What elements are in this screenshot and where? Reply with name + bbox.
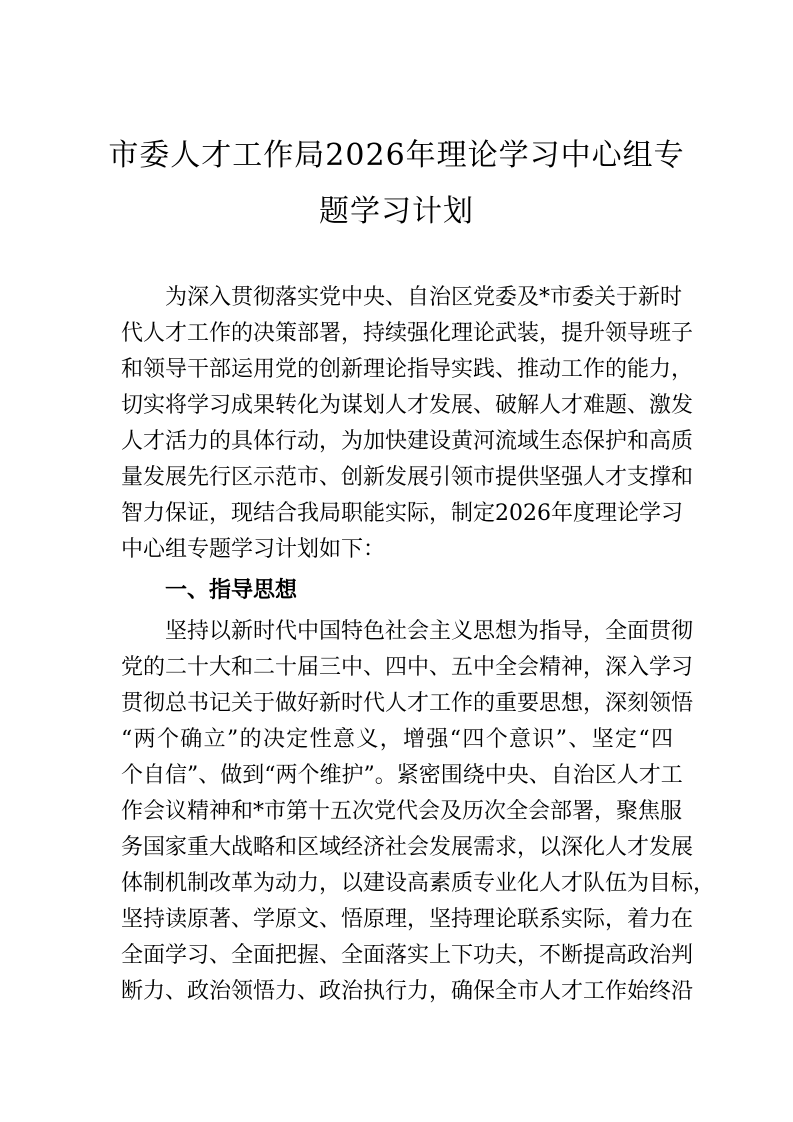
intro-line: 为深入贯彻落实党中央、自治区党委及*市委关于新时 [165, 285, 683, 310]
section-line: 贯彻总书记关于做好新时代人才工作的重要思想，深刻领悟 [121, 691, 694, 716]
section-line: 党的二十大和二十届三中、四中、五中全会精神，深入学习 [121, 655, 694, 680]
section-line: 全面学习、全面把握、全面落实上下功夫，不断提高政治判 [121, 943, 694, 968]
intro-line: 智力保证，现结合我局职能实际，制定2026年度理论学习 [121, 501, 683, 526]
section-line: 断力、政治领悟力、政治执行力，确保全市人才工作始终沿 [121, 979, 694, 1004]
intro-line: 代人才工作的决策部署，持续强化理论武装，提升领导班子 [121, 321, 694, 346]
section-line: 坚持读原著、学原文、悟原理，坚持理论联系实际，着力在 [121, 907, 694, 932]
intro-line: 量发展先行区示范市、创新发展引领市提供坚强人才支撑和 [121, 465, 694, 490]
section-line: “两个确立”的决定性意义，增强“四个意识”、坚定“四 [121, 727, 673, 752]
document-title-line-2: 题学习计划 [319, 194, 474, 229]
section-heading-guiding-ideology: 一、指导思想 [165, 578, 298, 603]
intro-line: 和领导干部运用党的创新理论指导实践、推动工作的能力， [121, 357, 694, 382]
intro-line: 人才活力的具体行动，为加快建设黄河流域生态保护和高质 [121, 429, 694, 454]
section-line: 坚持以新时代中国特色社会主义思想为指导，全面贯彻 [165, 619, 694, 644]
intro-line: 切实将学习成果转化为谋划人才发展、破解人才难题、激发 [121, 393, 694, 418]
document-title-line-1: 市委人才工作局2026年理论学习中心组专 [108, 138, 685, 173]
intro-line: 中心组专题学习计划如下： [121, 537, 386, 562]
section-line: 个自信”、做到“两个维护”。紧密围绕中央、自治区人才工 [121, 763, 683, 788]
section-line: 体制机制改革为动力，以建设高素质专业化人才队伍为目标， [121, 871, 716, 896]
section-line: 作会议精神和*市第十五次党代会及历次全会部署，聚焦服 [121, 799, 683, 824]
section-line: 务国家重大战略和区域经济社会发展需求，以深化人才发展 [121, 835, 694, 860]
